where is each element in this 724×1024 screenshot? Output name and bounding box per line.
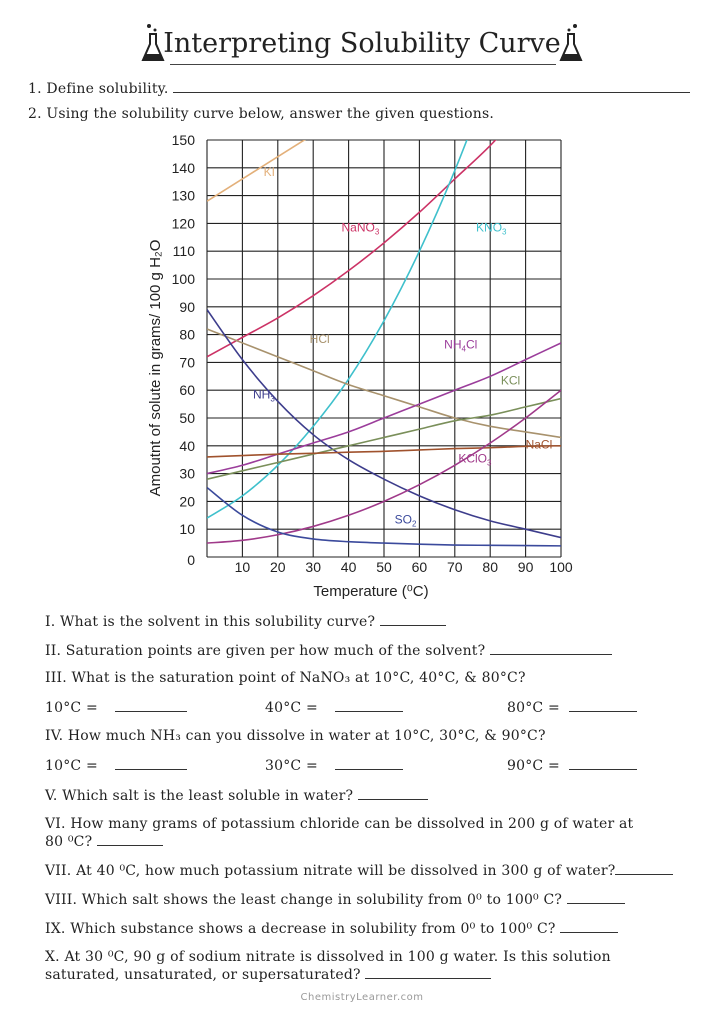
answer-blank[interactable] bbox=[560, 920, 618, 933]
series-label-nh4cl: $NH_4Cl$ bbox=[444, 337, 478, 354]
y-tick-label: 120 bbox=[171, 215, 195, 232]
y-tick-label: 50 bbox=[179, 410, 195, 426]
series-label-ki: KI bbox=[263, 165, 275, 180]
answer-row-iii-c bbox=[507, 699, 637, 716]
y-axis-label: Amoutnt of solute in grams/ 100 g H₂O bbox=[147, 239, 164, 497]
question-ix bbox=[45, 920, 618, 937]
x-tick-label: 10 bbox=[234, 559, 251, 575]
question-ii bbox=[45, 642, 612, 659]
y-tick-label: 90 bbox=[179, 298, 195, 315]
question-x-text: saturated, unsaturated, or supersaturated? bbox=[45, 967, 361, 983]
answer-blank[interactable] bbox=[567, 891, 625, 904]
answer-blank[interactable] bbox=[173, 80, 690, 93]
y-tick-label: 40 bbox=[179, 437, 195, 454]
x-tick-label: 60 bbox=[411, 559, 428, 575]
y-tick-label: 110 bbox=[172, 243, 195, 260]
series-label-nh3: $NH_3$ bbox=[253, 387, 275, 404]
y-tick-label: 30 bbox=[179, 465, 195, 482]
y-tick-label: 20 bbox=[179, 493, 195, 510]
solubility-chart bbox=[0, 125, 724, 605]
x-tick-label: 90 bbox=[517, 559, 534, 575]
x-tick-label: 70 bbox=[447, 559, 463, 575]
series-label-hcl: HCl bbox=[309, 331, 330, 346]
y-tick-label: 80 bbox=[179, 326, 195, 343]
flask-icon bbox=[558, 22, 584, 66]
answer-blank[interactable] bbox=[615, 862, 673, 875]
answer-blank[interactable] bbox=[335, 757, 403, 770]
temp-label: 90°C = bbox=[507, 758, 560, 774]
answer-row-iv-b bbox=[265, 757, 403, 774]
temp-label: 30°C = bbox=[265, 758, 318, 774]
answer-row-iii-a bbox=[45, 699, 187, 716]
question-ix-text: IX. Which substance shows a decrease in solubility from 0⁰ to 100⁰ C? bbox=[45, 921, 556, 937]
question-vi-text: 80 ⁰C? bbox=[45, 834, 93, 850]
x-tick-label: 20 bbox=[270, 559, 286, 575]
series-label-nacl: NaCl bbox=[525, 437, 553, 452]
question-x-cont bbox=[45, 966, 491, 983]
question-iii: III. What is the saturation point of NaNO₃ at 10°C, 40°C, & 80°C? bbox=[45, 670, 526, 686]
question-iv: IV. How much NH₃ can you dissolve in water at 10°C, 30°C, & 90°C? bbox=[45, 728, 546, 744]
y-tick-label: 150 bbox=[171, 132, 195, 148]
answer-row-iii-b bbox=[265, 699, 403, 716]
footer-brand: ChemistryLearner.com bbox=[300, 992, 424, 1003]
page-title: Interpreting Solubility Curve bbox=[163, 28, 561, 59]
question-viii bbox=[45, 891, 625, 908]
answer-blank[interactable] bbox=[335, 699, 403, 712]
x-tick-label: 30 bbox=[305, 559, 321, 575]
y-tick-label: 140 bbox=[171, 159, 195, 176]
question-i bbox=[45, 613, 446, 630]
series-label-so2: $SO_2$ bbox=[394, 512, 417, 529]
temp-label: 40°C = bbox=[265, 700, 318, 716]
title-underline bbox=[170, 64, 556, 65]
answer-blank[interactable] bbox=[365, 966, 491, 979]
question-vii-text: VII. At 40 ⁰C, how much potassium nitrate will be dissolved in 300 g of water? bbox=[45, 863, 616, 879]
answer-blank[interactable] bbox=[115, 699, 187, 712]
question-vii bbox=[45, 862, 673, 879]
x-tick-label: 80 bbox=[482, 559, 498, 575]
y-tick-label: 10 bbox=[179, 521, 195, 538]
answer-blank[interactable] bbox=[490, 642, 612, 655]
x-axis-label: Temperature (⁰C) bbox=[313, 583, 429, 600]
temp-label: 80°C = bbox=[507, 700, 560, 716]
y-tick-label: 60 bbox=[179, 382, 195, 399]
question-x: X. At 30 ⁰C, 90 g of sodium nitrate is dissolved in 100 g water. Is this solution bbox=[45, 949, 611, 965]
temp-label: 10°C = bbox=[45, 758, 98, 774]
question-1 bbox=[28, 80, 690, 97]
series-label-kcl: KCl bbox=[500, 373, 521, 388]
series-label-nano3: NaNO$_3$ bbox=[341, 220, 380, 237]
series-label-kno3: $KNO_3$ bbox=[476, 220, 507, 237]
answer-blank[interactable] bbox=[358, 787, 428, 800]
question-2: 2. Using the solubility curve below, answer the given questions. bbox=[28, 106, 495, 122]
x-tick-label: 100 bbox=[549, 559, 573, 575]
answer-row-iv-c bbox=[507, 757, 637, 774]
answer-blank[interactable] bbox=[115, 757, 187, 770]
answer-row-iv-a bbox=[45, 757, 187, 774]
answer-blank[interactable] bbox=[569, 757, 637, 770]
question-1-text: 1. Define solubility. bbox=[28, 81, 169, 97]
question-viii-text: VIII. Which salt shows the least change in solubility from 0⁰ to 100⁰ C? bbox=[45, 892, 563, 908]
question-ii-text: II. Saturation points are given per how much of the solvent? bbox=[45, 643, 486, 659]
y-tick-label: 70 bbox=[179, 354, 195, 371]
temp-label: 10°C = bbox=[45, 700, 98, 716]
question-v bbox=[45, 787, 428, 804]
question-vi: VI. How many grams of potassium chloride can be dissolved in 200 g of water at bbox=[45, 816, 634, 832]
y-tick-label: 130 bbox=[171, 187, 195, 204]
y-tick-label: 100 bbox=[171, 271, 195, 287]
x-tick-label: 50 bbox=[376, 559, 392, 575]
series-label-kclo3: KClO$_3$ bbox=[458, 451, 492, 468]
y-tick-label: 0 bbox=[187, 552, 195, 568]
question-vi-cont bbox=[45, 833, 163, 850]
answer-blank[interactable] bbox=[569, 699, 637, 712]
answer-blank[interactable] bbox=[380, 613, 446, 626]
question-i-text: I. What is the solvent in this solubility curve? bbox=[45, 614, 376, 630]
question-v-text: V. Which salt is the least soluble in water? bbox=[45, 788, 354, 804]
x-tick-label: 40 bbox=[340, 559, 357, 575]
answer-blank[interactable] bbox=[97, 833, 163, 846]
